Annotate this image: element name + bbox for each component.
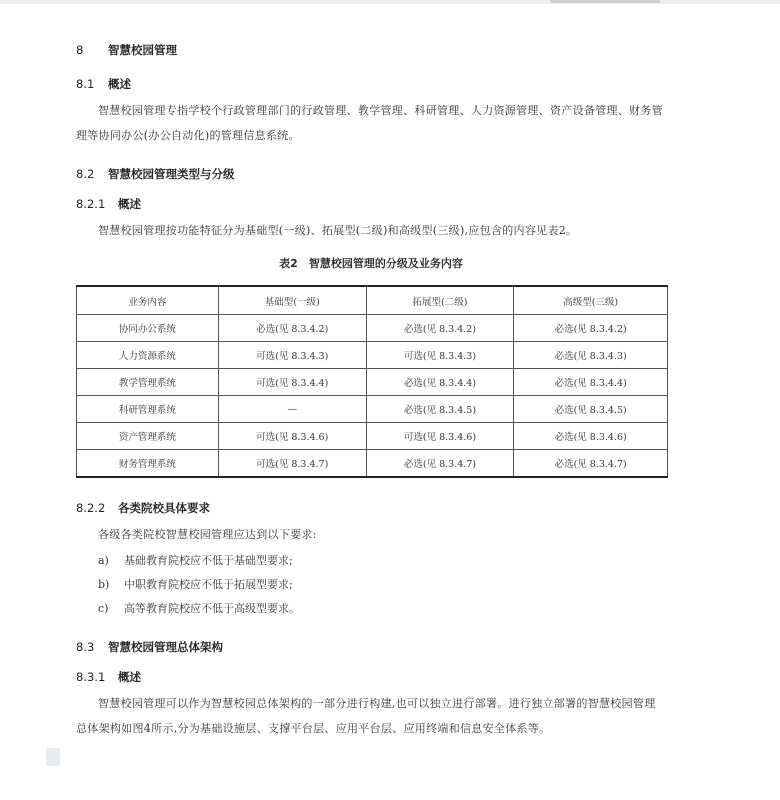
table-row — [77, 369, 668, 396]
list-text: 基础教育院校应不低于基础型要求; — [124, 554, 293, 567]
table-cell: 财务管理系统 — [77, 450, 219, 478]
table-row — [77, 450, 668, 478]
table-row — [77, 423, 668, 450]
table-cell: 可选(见 8.3.4.4) — [218, 369, 366, 396]
section-number: 8.3.1 — [76, 670, 106, 684]
table-cell: 可选(见 8.3.4.7) — [218, 450, 366, 478]
section-title: 智慧校园管理类型与分级 — [108, 167, 235, 181]
table-header-cell: 业务内容 — [77, 286, 219, 315]
list-text: 高等教育院校应不低于高级型要求。 — [124, 602, 300, 615]
grading-table — [76, 285, 668, 478]
section-title: 各类院校具体要求 — [118, 501, 210, 515]
section-title: 智慧校园管理 — [108, 43, 177, 57]
section-number: 8.1 — [76, 77, 95, 91]
table-cell: 可选(见 8.3.4.3) — [218, 342, 366, 369]
table-cell: 必选(见 8.3.4.4) — [514, 369, 668, 396]
table-cell: 可选(见 8.3.4.6) — [218, 423, 366, 450]
section-title: 概述 — [118, 197, 141, 211]
document-content — [76, 36, 666, 741]
section-number: 8.2 — [76, 167, 95, 181]
table-cell: — — [218, 396, 366, 423]
section-8-2-heading — [76, 166, 666, 182]
table-header-row — [77, 286, 668, 315]
section-number: 8.2.1 — [76, 197, 106, 211]
list-item — [76, 573, 666, 597]
table-row — [77, 315, 668, 342]
list-item — [76, 597, 666, 621]
list-text: 中职教育院校应不低于拓展型要求; — [124, 578, 293, 591]
table-cell: 必选(见 8.3.4.5) — [366, 396, 514, 423]
table-cell: 必选(见 8.3.4.6) — [514, 423, 668, 450]
section-number: 8 — [76, 43, 84, 57]
table-header-cell: 基础型(一级) — [218, 286, 366, 315]
table-row — [77, 396, 668, 423]
table-cell: 协同办公系统 — [77, 315, 219, 342]
section-8-2-1-paragraph: 智慧校园管理按功能特征分为基础型(一级)、拓展型(二级)和高级型(三级),应包含的内容见表2。 — [98, 224, 578, 237]
section-number: 8.2.2 — [76, 501, 106, 515]
table-header-cell: 高级型(三级) — [514, 286, 668, 315]
section-8-2-2-paragraph: 各级各类院校智慧校园管理应达到以下要求: — [98, 528, 317, 541]
section-8-3-1-paragraph: 智慧校园管理可以作为智慧校园总体架构的一部分进行构建,也可以独立进行部署。进行独立部署的智慧校园管理总体架构如图4所示,分为基础设施层、支撑平台层、应用平台层、应用终端和信息安全体系等。 — [76, 697, 656, 735]
section-title: 概述 — [118, 670, 141, 684]
section-8-3-heading — [76, 639, 666, 655]
table-cell: 可选(见 8.3.4.3) — [366, 342, 514, 369]
header-mark — [550, 0, 660, 3]
list-label: b) — [98, 578, 110, 591]
table-cell: 必选(见 8.3.4.2) — [218, 315, 366, 342]
table-cell: 必选(见 8.3.4.2) — [366, 315, 514, 342]
table-cell: 必选(见 8.3.4.3) — [514, 342, 668, 369]
table-header-cell: 拓展型(二级) — [366, 286, 514, 315]
table-cell: 必选(见 8.3.4.7) — [514, 450, 668, 478]
table-cell: 教学管理系统 — [77, 369, 219, 396]
list-item — [76, 549, 666, 573]
section-8-2-2-heading — [76, 500, 666, 516]
section-8-heading — [76, 42, 666, 58]
table-cell: 必选(见 8.3.4.2) — [514, 315, 668, 342]
section-8-2-1-heading — [76, 196, 666, 212]
table-cell: 资产管理系统 — [77, 423, 219, 450]
list-label: c) — [98, 602, 109, 615]
list-label: a) — [98, 554, 109, 567]
requirements-list — [76, 549, 666, 621]
table-cell: 必选(见 8.3.4.7) — [366, 450, 514, 478]
section-number: 8.3 — [76, 640, 95, 654]
table-cell: 科研管理系统 — [77, 396, 219, 423]
section-title: 概述 — [108, 77, 131, 91]
section-8-1-heading — [76, 76, 666, 92]
table-caption: 表2 智慧校园管理的分级及业务内容 — [279, 257, 463, 270]
table-cell: 人力资源系统 — [77, 342, 219, 369]
top-rule — [0, 0, 780, 4]
section-8-3-1-heading — [76, 669, 666, 685]
table-cell: 必选(见 8.3.4.5) — [514, 396, 668, 423]
table-cell: 可选(见 8.3.4.6) — [366, 423, 514, 450]
page-edge-mark — [46, 748, 60, 766]
section-title: 智慧校园管理总体架构 — [108, 640, 223, 654]
table-row — [77, 342, 668, 369]
section-8-1-paragraph: 智慧校园管理专指学校个行政管理部门的行政管理、教学管理、科研管理、人力资源管理、资产设备管理、财务管理等协同办公(办公自动化)的管理信息系统。 — [76, 104, 663, 142]
table-cell: 必选(见 8.3.4.4) — [366, 369, 514, 396]
